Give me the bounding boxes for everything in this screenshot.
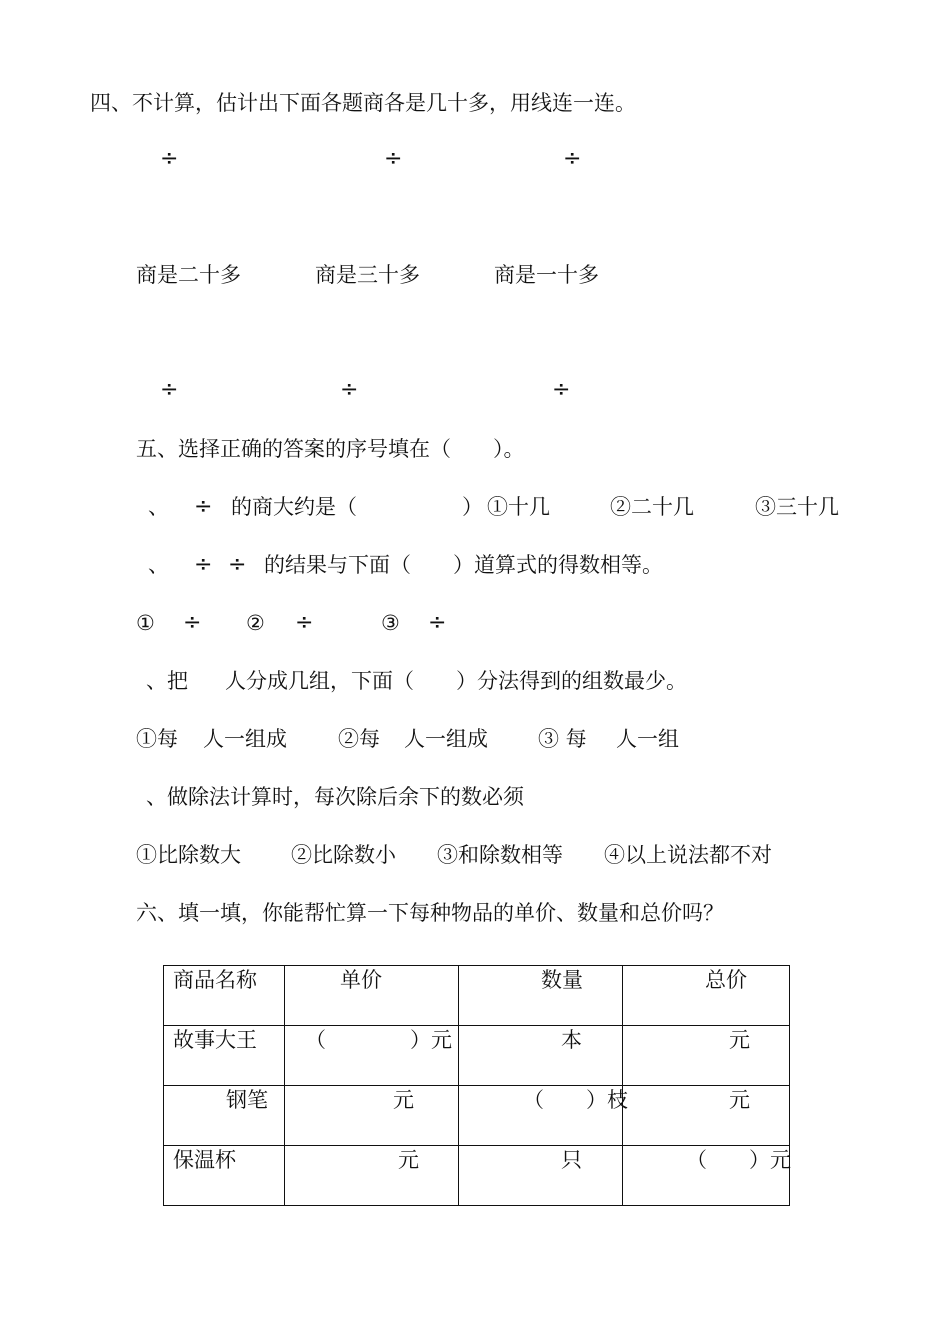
division-sign: ÷ — [160, 146, 179, 171]
division-sign: ÷ — [194, 494, 213, 519]
table-row — [164, 1146, 790, 1206]
q1-prefix: 、 — [148, 495, 169, 519]
q3-option: 人一组 — [616, 727, 679, 751]
q2-option: ③ — [381, 611, 400, 635]
division-sign: ÷ — [552, 377, 571, 402]
header-unit-price: 单价 — [340, 968, 382, 992]
division-sign: ÷ — [428, 610, 447, 635]
table-cell — [285, 1146, 459, 1206]
table-cell — [459, 1146, 623, 1206]
q3-option: 人一组成 — [203, 727, 287, 751]
division-sign: ÷ — [160, 377, 179, 402]
unit-price-cell: 元 — [398, 1148, 419, 1172]
q2-option: ② — [246, 611, 265, 635]
table-cell — [459, 1086, 628, 1146]
q3-option: ①每 — [136, 727, 178, 751]
table-header-cell — [164, 966, 285, 1026]
item-name: 保温杯 — [173, 1148, 236, 1172]
table-row — [164, 1086, 790, 1146]
table-cell — [164, 1086, 285, 1146]
q2-prefix: 、 — [148, 553, 169, 577]
q4-text: 、做除法计算时，每次除后余下的数必须 — [146, 785, 524, 809]
table-header-cell — [623, 966, 790, 1026]
q3-option: 人一组成 — [404, 727, 488, 751]
q1-option: ③三十几 — [755, 495, 839, 519]
q4-option: ①比除数大 — [136, 843, 241, 867]
division-sign: ÷ — [563, 146, 582, 171]
header-quantity: 数量 — [541, 968, 583, 992]
table-cell — [164, 1146, 285, 1206]
total-cell: 元 — [729, 1088, 750, 1112]
section4-title: 四、不计算，估计出下面各题商各是几十多，用线连一连。 — [90, 91, 636, 115]
division-sign: ÷ — [340, 377, 359, 402]
header-total: 总价 — [705, 968, 747, 992]
quotient-label: 商是二十多 — [136, 263, 241, 287]
unit-price-cell: 元 — [393, 1088, 414, 1112]
table-header-cell — [285, 966, 459, 1026]
q2-text: 的结果与下面（ ）道算式的得数相等。 — [264, 553, 663, 577]
table-header-cell — [459, 966, 623, 1026]
total-cell: 元 — [729, 1028, 750, 1052]
quantity-cell: （ ）枝 — [523, 1088, 628, 1112]
quantity-cell: 本 — [561, 1028, 582, 1052]
table-cell — [164, 1026, 285, 1086]
division-sign: ÷ — [183, 610, 202, 635]
table-cell — [285, 1026, 459, 1086]
quotient-label: 商是一十多 — [494, 263, 599, 287]
q1-text: 的商大约是（ ） — [231, 495, 483, 519]
table-cell — [285, 1086, 459, 1146]
q4-option: ③和除数相等 — [437, 843, 563, 867]
q1-option: ②二十几 — [610, 495, 694, 519]
q3-option: ③ 每 — [538, 727, 587, 751]
quantity-cell: 只 — [561, 1148, 582, 1172]
section6-title: 六、填一填，你能帮忙算一下每种物品的单价、数量和总价吗？ — [136, 901, 724, 925]
table-cell — [623, 1146, 790, 1206]
q3-text: 人分成几组，下面（ ）分法得到的组数最少。 — [225, 669, 687, 693]
division-sign: ÷ — [295, 610, 314, 635]
q3-option: ②每 — [338, 727, 380, 751]
q4-option: ②比除数小 — [291, 843, 396, 867]
division-sign: ÷ — [228, 552, 247, 577]
q3-text: 、把 — [146, 669, 188, 693]
division-sign: ÷ — [384, 146, 403, 171]
q2-option: ① — [136, 611, 155, 635]
total-cell: （ ）元 — [686, 1148, 791, 1172]
section5-title: 五、选择正确的答案的序号填在（ ）。 — [136, 437, 525, 461]
table-cell — [459, 1026, 623, 1086]
unit-price-cell: （ ）元 — [305, 1028, 452, 1052]
table-header-row — [164, 966, 790, 1026]
table-row — [164, 1026, 790, 1086]
q1-option: ①十几 — [487, 495, 550, 519]
table-cell — [623, 1086, 790, 1146]
division-sign: ÷ — [194, 552, 213, 577]
item-name: 钢笔 — [226, 1088, 268, 1112]
price-table — [163, 965, 790, 1206]
item-name: 故事大王 — [173, 1028, 257, 1052]
header-name: 商品名称 — [173, 968, 257, 992]
quotient-label: 商是三十多 — [315, 263, 420, 287]
q4-option: ④以上说法都不对 — [604, 843, 772, 867]
table-cell — [623, 1026, 790, 1086]
